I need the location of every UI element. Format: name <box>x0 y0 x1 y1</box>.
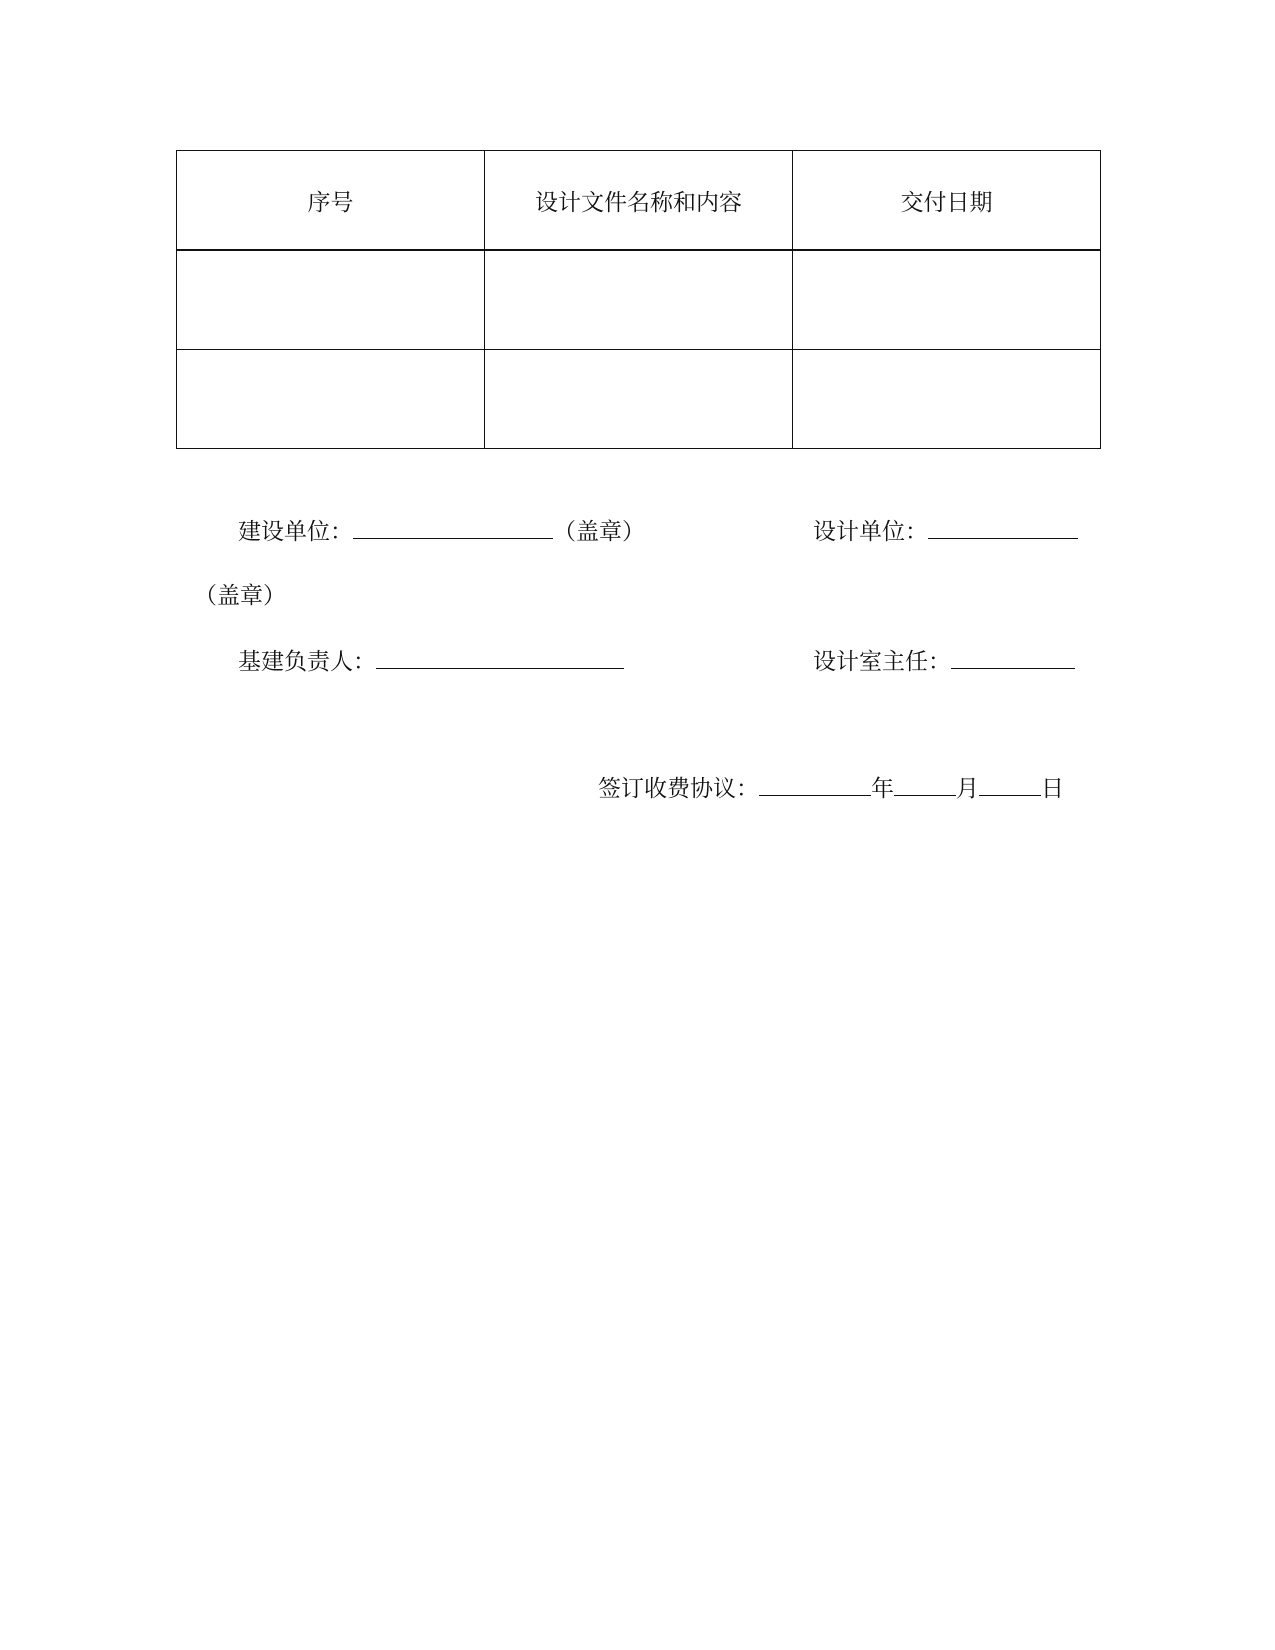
table-cell[interactable] <box>485 350 793 449</box>
table-cell[interactable] <box>177 350 485 449</box>
designer-unit-line <box>813 516 1078 547</box>
month-unit: 月 <box>956 776 979 802</box>
day-unit: 日 <box>1041 776 1064 802</box>
designer-seal-note: （盖章） <box>194 583 286 609</box>
client-manager-blank[interactable] <box>376 646 624 669</box>
header-document-name: 设计文件名称和内容 <box>485 151 793 251</box>
design-director-label: 设计室主任： <box>813 649 951 675</box>
agreement-month-blank[interactable] <box>894 773 956 796</box>
agreement-label: 签订收费协议： <box>598 776 759 802</box>
table-cell[interactable] <box>177 250 485 350</box>
client-unit-label: 建设单位： <box>238 519 353 545</box>
deliverables-table <box>176 150 1101 449</box>
header-serial-number: 序号 <box>177 151 485 251</box>
design-director-blank[interactable] <box>951 646 1075 669</box>
client-manager-label: 基建负责人： <box>238 649 376 675</box>
table-cell[interactable] <box>793 350 1101 449</box>
designer-unit-blank[interactable] <box>928 516 1078 539</box>
year-unit: 年 <box>871 776 894 802</box>
client-manager-line <box>238 646 624 677</box>
table-row <box>177 250 1101 350</box>
header-delivery-date: 交付日期 <box>793 151 1101 251</box>
agreement-year-blank[interactable] <box>759 773 871 796</box>
table-cell[interactable] <box>485 250 793 350</box>
agreement-date-line <box>598 773 1064 804</box>
design-director-line <box>813 646 1075 677</box>
client-unit-line <box>238 516 645 547</box>
client-seal-note: （盖章） <box>553 519 645 545</box>
agreement-day-blank[interactable] <box>979 773 1041 796</box>
table-row <box>177 350 1101 449</box>
table-cell[interactable] <box>793 250 1101 350</box>
designer-unit-label: 设计单位： <box>813 519 928 545</box>
client-unit-blank[interactable] <box>353 516 553 539</box>
table-header-row <box>177 151 1101 251</box>
